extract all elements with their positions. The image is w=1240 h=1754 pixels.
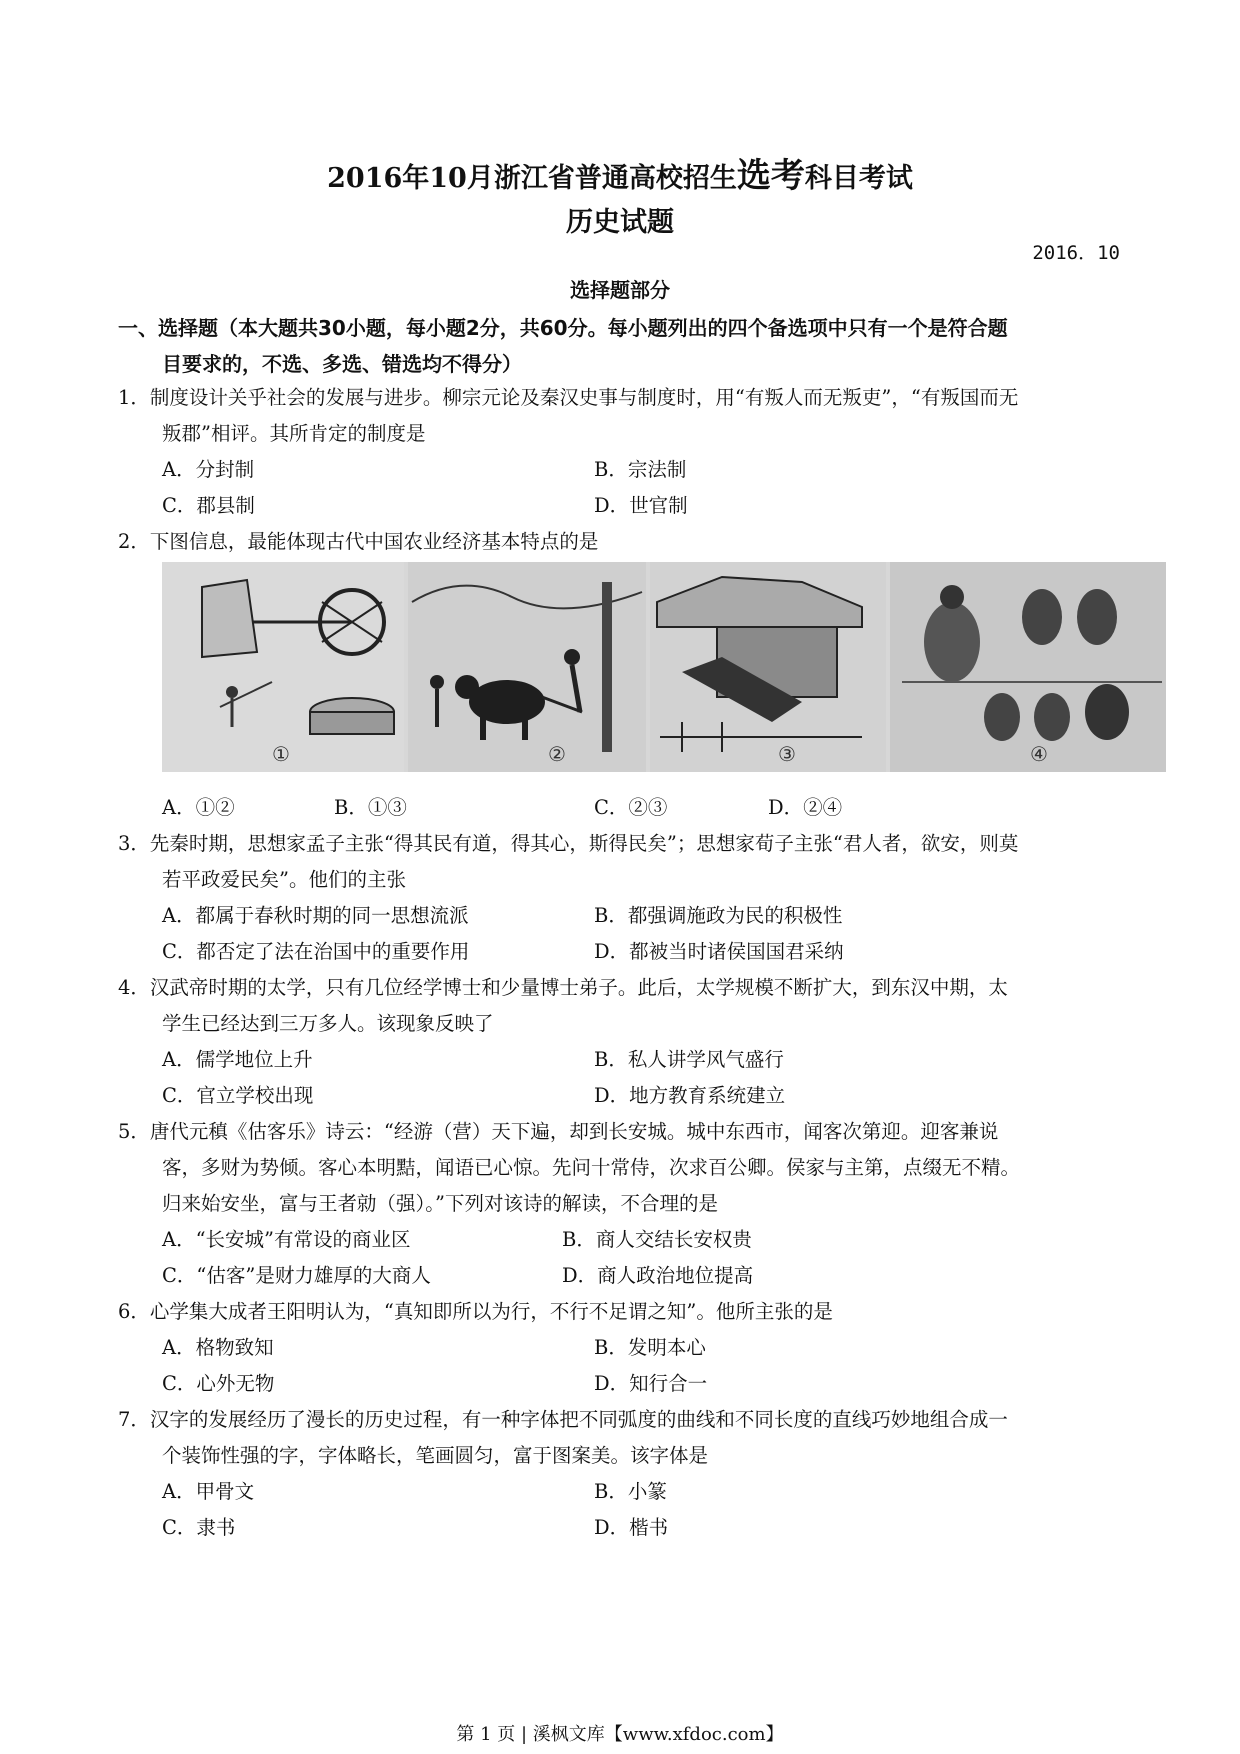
q2-option-d: D．②④ (768, 796, 843, 819)
question-3 (118, 826, 1128, 898)
q1-option-a: A．分封制 (162, 458, 255, 481)
section-title: 选择题部分 (570, 278, 670, 302)
q5-option-a: A．“长安城”有常设的商业区 (162, 1228, 411, 1251)
q2-option-b: B．①③ (334, 796, 407, 819)
panel-label-3: ③ (778, 742, 796, 766)
q2-option-c: C．②③ (594, 796, 668, 819)
question-stem: 5．唐代元稹《估客乐》诗云：“经游（营）天下遍，却到长安城。城中东西市，闻客次第迎。迎客兼说 (118, 1120, 999, 1143)
question-2 (118, 524, 1128, 560)
exam-date: 2016．10 (1032, 242, 1120, 264)
question-6 (118, 1294, 1128, 1330)
q5-option-c: C．“估客”是财力雄厚的大商人 (162, 1264, 431, 1287)
q1-option-c: C．郡县制 (162, 494, 255, 517)
exam-title (0, 148, 1240, 197)
q3-option-a: A．都属于春秋时期的同一思想流派 (162, 904, 469, 927)
exam-subtitle: 历史试题 (566, 207, 674, 238)
q7-option-d: D．楷书 (594, 1516, 669, 1539)
q3-option-b: B．都强调施政为民的积极性 (594, 904, 843, 927)
q6-option-a: A．格物致知 (162, 1336, 274, 1359)
question-2-figure (162, 562, 1166, 772)
question-stem: 7．汉字的发展经历了漫长的历史过程，有一种字体把不同弧度的曲线和不同长度的直线巧妙地组合成一 (118, 1408, 1008, 1431)
q4-option-a: A．儒学地位上升 (162, 1048, 313, 1071)
panel-3-workshop-illustration (650, 562, 886, 772)
question-1 (118, 380, 1128, 452)
page-footer: 第 1 页 | 溪枫文库【www.xfdoc.com】 (456, 1724, 784, 1745)
q6-option-d: D．知行合一 (594, 1372, 708, 1395)
question-7 (118, 1402, 1128, 1474)
q4-option-d: D．地方教育系统建立 (594, 1084, 786, 1107)
question-stem-cont: 若平政爱民矣”。他们的主张 (162, 868, 406, 891)
panel-1-mill-illustration (162, 562, 404, 772)
q7-option-c: C．隶书 (162, 1516, 236, 1539)
question-stem-cont: 归来始安坐，富与王者勍（强）。”下列对该诗的解读，不合理的是 (162, 1192, 718, 1215)
q3-option-c: C．都否定了法在治国中的重要作用 (162, 940, 470, 963)
q6-option-b: B．发明本心 (594, 1336, 706, 1359)
question-5 (118, 1114, 1128, 1222)
question-4 (118, 970, 1128, 1042)
question-stem: 2．下图信息，最能体现古代中国农业经济基本特点的是 (118, 530, 599, 553)
panel-4-figures-illustration (890, 562, 1166, 772)
question-stem-cont: 个装饰性强的字，字体略长，笔画圆匀，富于图案美。该字体是 (162, 1444, 709, 1467)
question-stem: 1．制度设计关乎社会的发展与进步。柳宗元论及秦汉史事与制度时，用“有叛人而无叛吏”，“有叛国而无 (118, 386, 1019, 409)
q4-option-b: B．私人讲学风气盛行 (594, 1048, 784, 1071)
q5-option-b: B．商人交结长安权贵 (562, 1228, 752, 1251)
panel-label-4: ④ (1030, 742, 1048, 766)
title-part2: 科目考试 (804, 163, 913, 194)
q5-option-d: D．商人政治地位提高 (562, 1264, 754, 1287)
question-stem-cont: 学生已经达到三万多人。该现象反映了 (162, 1012, 494, 1035)
panel-2-plowing-illustration (408, 562, 646, 772)
instruction-line2: 目要求的，不选、多选、错选均不得分） (162, 352, 522, 376)
title-emphasis: 选考 (736, 156, 805, 196)
q1-option-b: B．宗法制 (594, 458, 687, 481)
q3-option-d: D．都被当时诸侯国国君采纳 (594, 940, 844, 963)
question-stem: 6．心学集大成者王阳明认为，“真知即所以为行，不行不足谓之知”。他所主张的是 (118, 1300, 833, 1323)
q6-option-c: C．心外无物 (162, 1372, 275, 1395)
instruction-line1: 一、选择题（本大题共30小题，每小题2分，共60分。每小题列出的四个备选项中只有一个是符合题 (118, 316, 1008, 340)
q4-option-c: C．官立学校出现 (162, 1084, 314, 1107)
panel-label-2: ② (548, 742, 566, 766)
question-stem-cont: 客，多财为势倾。客心本明黠，闻语已心惊。先问十常侍，次求百公卿。侯家与主第，点缀无不精。 (162, 1156, 1021, 1179)
q2-option-a: A．①② (162, 796, 235, 819)
question-stem: 4．汉武帝时期的太学，只有几位经学博士和少量博士弟子。此后，太学规模不断扩大，到东汉中期，太 (118, 976, 1008, 999)
panel-label-1: ① (272, 742, 290, 766)
q1-option-d: D．世官制 (594, 494, 688, 517)
q7-option-b: B．小篆 (594, 1480, 667, 1503)
q7-option-a: A．甲骨文 (162, 1480, 255, 1503)
woodcut-illustrations (162, 562, 1166, 772)
section-instruction (118, 310, 1128, 382)
question-stem-cont: 叛郡”相评。其所肯定的制度是 (162, 422, 426, 445)
title-part1: 2016年10月浙江省普通高校招生 (327, 163, 737, 194)
question-stem: 3．先秦时期，思想家孟子主张“得其民有道，得其心，斯得民矣”；思想家荀子主张“君人者，欲安，则莫 (118, 832, 1019, 855)
